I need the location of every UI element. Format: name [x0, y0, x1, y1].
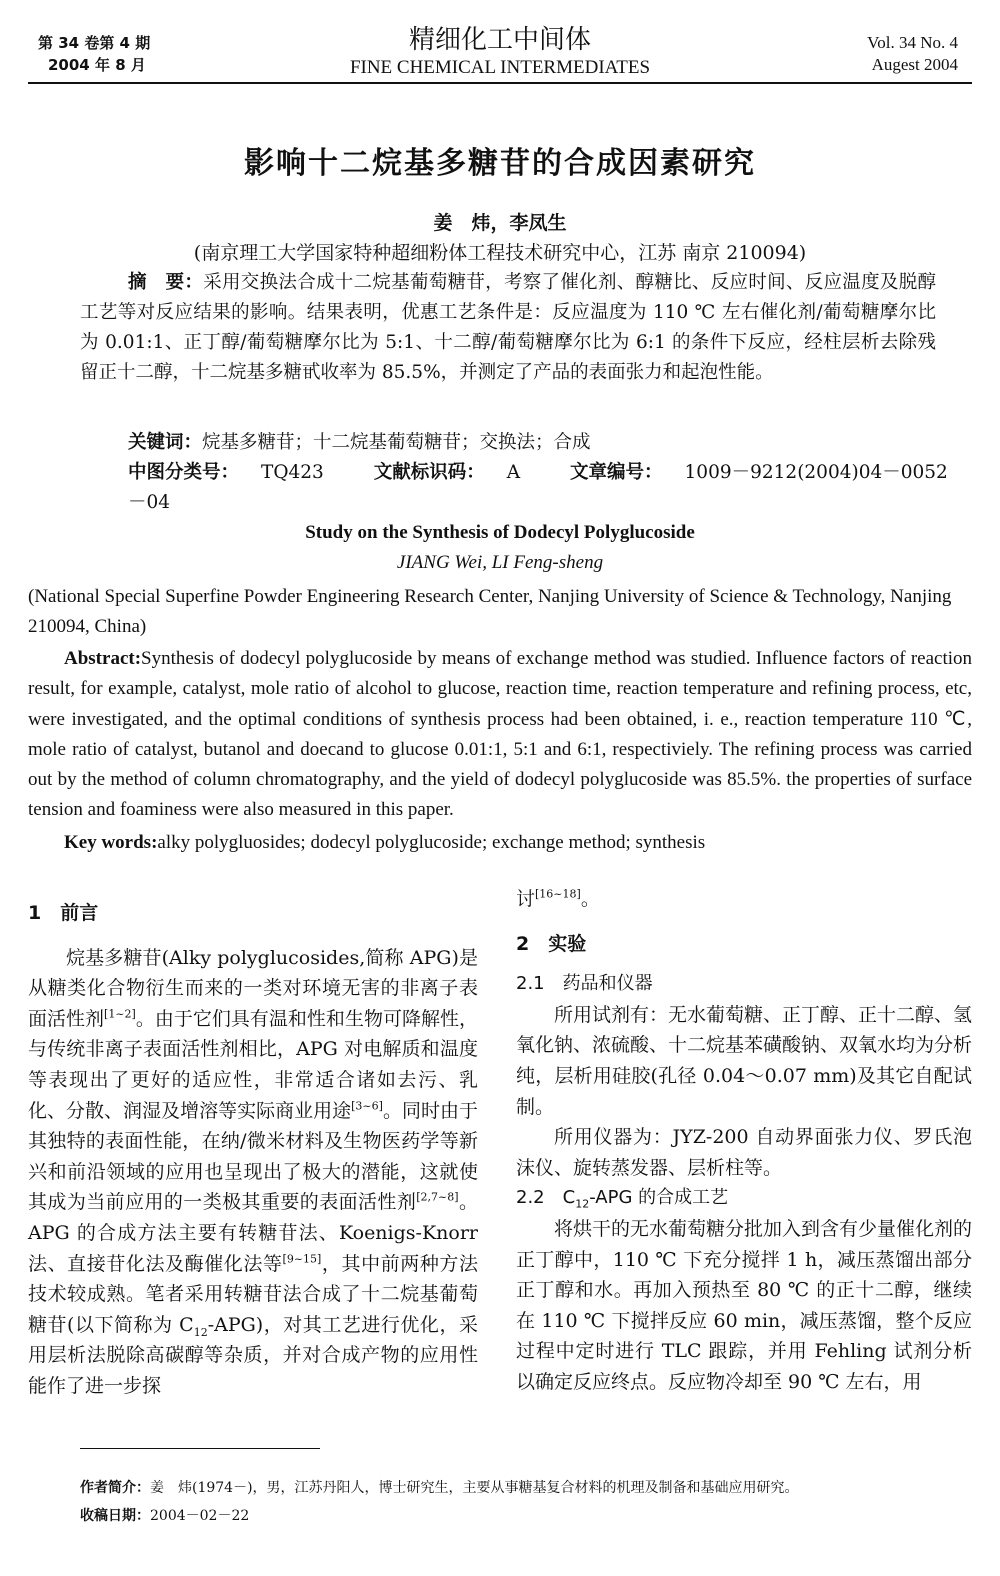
body-column-left	[28, 898, 478, 1402]
article-id-label: 文章编号：	[570, 462, 663, 483]
citation: [3~6]	[351, 1099, 383, 1113]
volume-cn: 第 34 卷第 4 期	[38, 34, 151, 52]
citation: [2,7~8]	[416, 1191, 459, 1205]
date-en: Augest 2004	[871, 55, 958, 74]
text-run: 。	[580, 888, 600, 910]
citation: [1~2]	[104, 1007, 136, 1021]
section-2-1-paragraph-1: 所用试剂有：无水葡萄糖、正丁醇、正十二醇、氢氧化钠、浓硫酸、十二烷基苯磺酸钠、双氧水均为分析纯，层析用硅胶(孔径 0.04～0.07 mm)及其它自配试制。	[516, 1003, 973, 1118]
article-id: 1009－9212(2004)04－0052－04	[128, 462, 948, 513]
affiliation-en: (National Special Superfine Powder Engineering Research Center, Nanjing University of Science & Technology, Nanjing 210094, China)	[28, 586, 952, 637]
abstract-en-text: Synthesis of dodecyl polyglucoside by means of exchange method was studied. Influence factors of reaction result, for example, catalyst, mole ratio of alcohol to glucose, reaction time, reaction temperature and refining process, etc, were investigated, and the optimal conditions of synthesis process had been obtained, i. e., reaction temperature 110 ℃, mole ratio of catalyst, butanol and doecand to glucose 0.01:1, 5:1 and 6:1, respectiviely. The refining process was carried out by the method of column chromatography, and the yield of dodecyl polyglucoside was 85.5%. the properties of surface tension and foaminess were also measured in this paper.	[28, 648, 972, 821]
volume-en: Vol. 34 No. 4	[867, 33, 958, 52]
text-run: 2.2 C	[516, 1187, 576, 1209]
keywords-cn	[128, 428, 958, 458]
authors-en: JIANG Wei, LI Feng-sheng	[396, 552, 604, 573]
section-2-2-paragraph: 将烘干的无水葡萄糖分批加入到含有少量催化剂的正丁醇中，110 ℃ 下充分搅拌 1 h，减压蒸馏出部分正丁醇和水。再加入预热至 80 ℃ 的正十二醇，继续在 110 ℃ 下搅拌反应 60 min，减压蒸馏，整个反应过程中定时进行 TLC 跟踪，并用 Fehling 试剂分析以确定反应终点。反应物冷却至 90 ℃ 左右，用	[516, 1217, 973, 1393]
section-2-heading: 2 实验	[516, 932, 587, 955]
journal-name-cn: 精细化工中间体	[408, 25, 591, 55]
abstract-cn-label: 摘 要：	[128, 272, 204, 293]
keywords-en	[64, 828, 972, 858]
paper-title-cn: 影响十二烷基多糖苷的合成因素研究	[244, 146, 756, 181]
footnote-rule	[80, 1448, 320, 1449]
section-2-2-heading	[516, 1183, 972, 1214]
footnote-author-text: 姜 炜(1974－)，男，江苏丹阳人，博士研究生，主要从事糖基复合材料的机理及制备和基础应用研究。	[150, 1480, 799, 1496]
clc-code: TQ423	[261, 462, 324, 483]
footnote-received-text: 2004－02－22	[150, 1508, 250, 1524]
text-run: 讨	[516, 888, 536, 910]
abstract-cn	[80, 268, 936, 388]
section-2-1-paragraph-2: 所用仪器为：JYZ-200 自动界面张力仪、罗氏泡沫仪、旋转蒸发器、层析柱等。	[516, 1126, 972, 1179]
section-1-heading: 1 前言	[28, 902, 99, 924]
keywords-cn-label: 关键词：	[128, 432, 203, 453]
abstract-en	[28, 644, 972, 826]
paper-title-en: Study on the Synthesis of Dodecyl Polyglucoside	[305, 522, 695, 543]
text-run: 。由于它们具有温和性和生物可降解性，与传统非离子表面活性剂相比，APG 对电解质和温度等表现出了更好的适应性，非常适合诸如去污、乳化、分散、润湿及增溶等实际商业用途	[28, 1007, 478, 1122]
text-run: ，其中前两种方法技术较成熟。笔者采用转糖苷法合成了十二烷基葡萄糖苷(以下简称为 C	[28, 1252, 478, 1336]
journal-name-en: FINE CHEMICAL INTERMEDIATES	[349, 57, 651, 78]
footnote-author-label: 作者简介：	[80, 1480, 150, 1496]
citation: [16~18]	[535, 887, 581, 901]
authors-cn: 姜 炜，李凤生	[433, 212, 567, 234]
classification	[128, 458, 958, 518]
footnote-author	[80, 1478, 980, 1498]
date-cn: 2004 年 8 月	[48, 56, 146, 74]
doc-code: A	[506, 462, 521, 483]
text-run: 。同时由于其独特的表面性能，在纳/微米材料及生物医药学等新兴和前沿领域的应用也呈现出了极大的潜能，这就使其成为当前应用的一类极其重要的表面活性剂	[28, 1099, 478, 1214]
citation: [9~15]	[282, 1252, 322, 1266]
continued-text	[516, 884, 972, 915]
text-run: 烷基多糖苷(Alky polyglucosides,简称 APG)是从糖类化合物衍生而来的一类对环境无害的非离子表面活性剂	[28, 946, 478, 1030]
body-column-right	[516, 884, 972, 1398]
doc-code-label: 文献标识码：	[373, 462, 485, 483]
section-2-1-heading: 2.1 药品和仪器	[516, 973, 653, 995]
section-1-paragraph	[28, 943, 478, 1402]
subscript: 12	[575, 1197, 590, 1211]
keywords-cn-text: 烷基多糖苷；十二烷基葡萄糖苷；交换法；合成	[202, 432, 591, 453]
keywords-en-label: Key words:	[64, 832, 158, 853]
text-run: 。APG 的合成方法主要有转糖苷法、Koenigs-Knorr 法、直接苷化法及酶催化法等	[28, 1191, 478, 1275]
header-center	[0, 24, 1000, 80]
text-run: -APG)，对其工艺进行优化，采用层析法脱除高碳醇等杂质，并对合成产物的应用性能作了进一步探	[28, 1313, 478, 1397]
affiliation-cn: (南京理工大学国家特种超细粉体工程技术研究中心，江苏 南京 210094)	[193, 242, 807, 264]
footnote-received-label: 收稿日期：	[80, 1508, 150, 1524]
clc-label: 中图分类号：	[128, 462, 240, 483]
header-rule	[28, 82, 972, 84]
footnote-received	[80, 1506, 980, 1526]
keywords-en-text: alky polygluosides; dodecyl polyglucoside; exchange method; synthesis	[157, 832, 706, 853]
abstract-cn-text: 采用交换法合成十二烷基葡萄糖苷，考察了催化剂、醇糖比、反应时间、反应温度及脱醇工艺等对反应结果的影响。结果表明，优惠工艺条件是：反应温度为 110 ℃ 左右催化剂/葡萄糖摩尔比为 0.01:1、正丁醇/葡萄糖摩尔比为 5:1、十二醇/葡萄糖摩尔比为 6:1 的条件下反应，经柱层析去除残留正十二醇，十二烷基多糖甙收率为 85.5%，并测定了产品的表面张力和起泡性能。	[80, 272, 936, 383]
subscript: 12	[193, 1325, 208, 1339]
header-right	[867, 32, 958, 76]
abstract-en-label: Abstract:	[64, 648, 142, 669]
text-run: -APG 的合成工艺	[589, 1187, 729, 1209]
